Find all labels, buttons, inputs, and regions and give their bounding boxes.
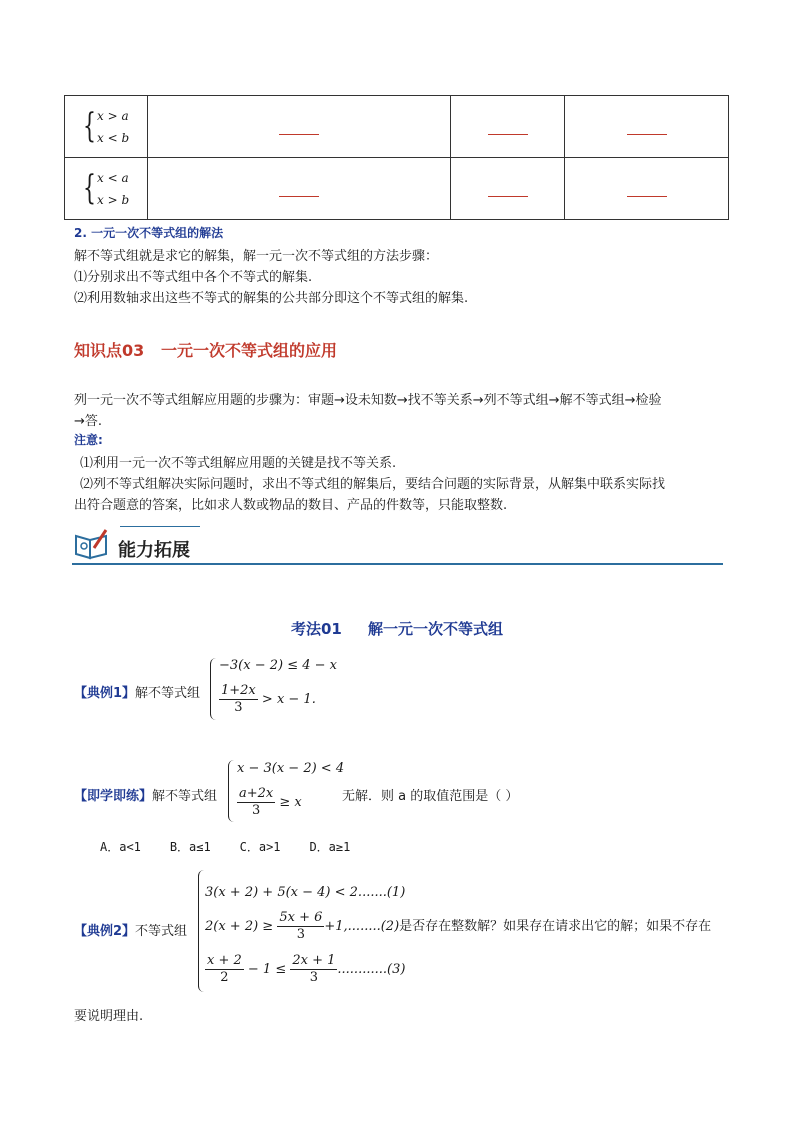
fraction: [277, 910, 324, 943]
note-item: 出符合题意的答案，比如求人数或物品的数目、产品的件数等，只能取整数.: [74, 498, 508, 513]
option-b[interactable]: B．a≤1: [169, 840, 211, 854]
section-heading: 2. 一元一次不等式组的解法: [74, 226, 224, 240]
paragraph: 解不等式组就是求它的解集，解一元一次不等式组的方法步骤：: [74, 249, 439, 264]
equation: 3(x + 2) + 5(x − 4) < 2.......(1): [205, 885, 406, 900]
answer-blank: [627, 196, 667, 197]
numerator: x + 2: [207, 953, 242, 968]
book-pen-icon: [72, 526, 112, 562]
answer-blank-cell: [565, 158, 729, 220]
system-cell: [65, 158, 148, 220]
answer-blank-cell: [451, 96, 565, 158]
paragraph: →答.: [74, 414, 103, 429]
equation-left: 2(x + 2) ≥: [205, 919, 274, 934]
example-intro: [74, 920, 187, 939]
numerator: 5x + 6: [279, 910, 323, 925]
system-brace: [210, 658, 217, 720]
practice-label: 【即学即练】: [74, 789, 153, 804]
numerator: a+2x: [239, 786, 274, 801]
practice-text: 解不等式组: [152, 789, 218, 804]
practice-question: 无解．则 a 的取值范围是（ ）: [342, 789, 519, 804]
equation: [237, 786, 302, 819]
example-intro: [74, 682, 200, 701]
answer-blank: [279, 134, 319, 135]
equation-rest: ≥ x: [279, 795, 302, 810]
system-cell: [65, 96, 148, 158]
paragraph: 列一元一次不等式组解应用题的步骤为：审题→设未知数→找不等关系→列不等式组→解不等式组→检验: [74, 393, 662, 408]
system-line: x > b: [97, 192, 130, 207]
question-text: 是否存在整数解？如果存在请求出它的解；如果不存在: [399, 919, 712, 934]
equation: x − 3(x − 2) < 4: [237, 761, 345, 776]
solution-set-table: [64, 95, 729, 220]
paragraph: ⑴分别求出不等式组中各个不等式的解集.: [74, 270, 313, 285]
denominator: 3: [234, 700, 243, 715]
inequality-system: { x > a x < b: [83, 105, 129, 149]
numerator: 2x + 1: [292, 953, 336, 968]
system-line: x > a: [97, 108, 129, 123]
answer-blank: [279, 196, 319, 197]
practice-intro: [74, 785, 217, 804]
note-label: 注意:: [74, 433, 103, 447]
denominator: 3: [309, 970, 319, 985]
system-brace: [198, 870, 205, 992]
fraction: [290, 953, 337, 986]
fraction: [205, 953, 244, 986]
option-d[interactable]: D．a≥1: [309, 840, 351, 854]
denominator: 3: [251, 803, 261, 818]
answer-blank-cell: [148, 96, 451, 158]
equation: [205, 910, 711, 943]
banner-top-rule: [120, 526, 200, 527]
paragraph: 要说明理由.: [74, 1009, 144, 1024]
system-line: x < a: [97, 170, 129, 185]
equation-rest: +1,........(2): [324, 919, 400, 934]
banner-rule: [72, 563, 723, 565]
fraction: [219, 683, 258, 716]
knowledge-point-title: 知识点03 一元一次不等式组的应用: [74, 341, 337, 360]
example-label: 【典例2】: [74, 924, 136, 939]
inequality-system: { x < a x > b: [83, 167, 129, 211]
fraction: [237, 786, 275, 819]
table-row: [65, 158, 729, 220]
equation: [219, 683, 316, 716]
example-text: 不等式组: [135, 924, 188, 939]
equation-rest: ............(3): [337, 962, 406, 977]
system-brace: [228, 760, 235, 822]
note-item: ⑵列不等式组解决实际问题时，求出不等式组的解集后，要结合问题的实际背景，从解集中联系实际找: [80, 477, 666, 492]
banner-title: 能力拓展: [118, 540, 190, 561]
note-item: ⑴利用一元一次不等式组解应用题的关键是找不等关系.: [80, 456, 397, 471]
answer-blank-cell: [148, 158, 451, 220]
options: [100, 838, 350, 855]
example-label: 【典例1】: [74, 686, 136, 701]
answer-blank-cell: [451, 158, 565, 220]
answer-blank: [488, 134, 528, 135]
equation-middle: − 1 ≤: [247, 962, 287, 977]
equation-rest: > x − 1.: [261, 692, 316, 707]
option-c[interactable]: C．a>1: [239, 840, 281, 854]
equation: −3(x − 2) ≤ 4 − x: [219, 658, 337, 673]
method-title: 考法01 解一元一次不等式组: [291, 620, 503, 638]
answer-blank: [488, 196, 528, 197]
denominator: 2: [220, 970, 229, 985]
equation: [205, 953, 405, 986]
answer-blank-cell: [565, 96, 729, 158]
paragraph: ⑵利用数轴求出这些不等式的解集的公共部分即这个不等式组的解集.: [74, 291, 469, 306]
answer-blank: [627, 134, 667, 135]
example-text: 解不等式组: [135, 686, 201, 701]
system-line: x < b: [97, 130, 130, 145]
option-a[interactable]: A．a<1: [100, 840, 141, 854]
table-row: [65, 96, 729, 158]
numerator: 1+2x: [221, 683, 256, 698]
denominator: 3: [296, 927, 305, 942]
